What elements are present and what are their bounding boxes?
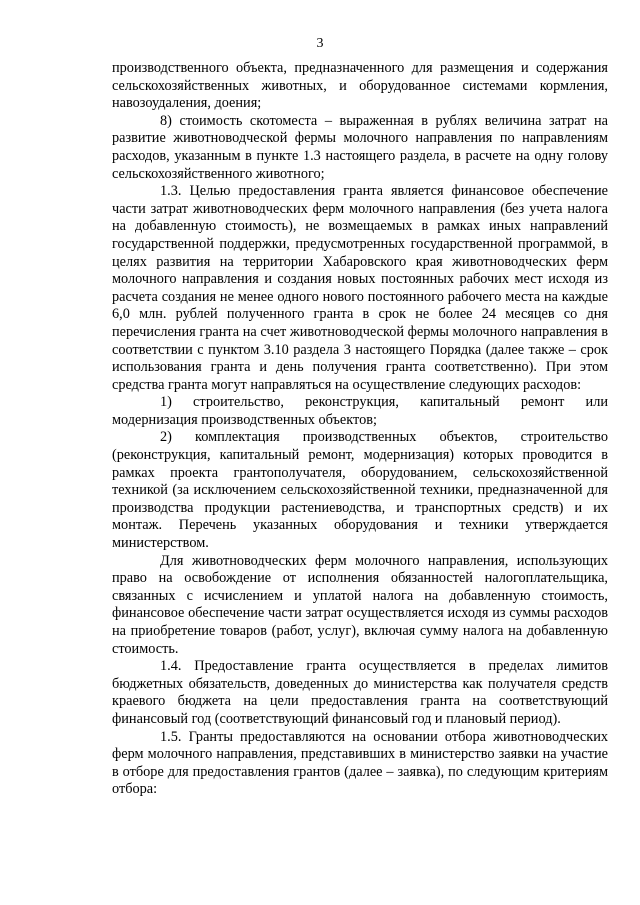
paragraph: Для животноводческих ферм молочного направления, использующих право на освобождение от исполнения обязанностей налогоплательщика, связанных с исчислением и уплатой налога на добавленную стоимость, финансовое обеспечение части затрат осуществляется исходя из суммы расходов на приобретение товаров (работ, услуг), включая сумму налога на добавленную стоимость. <box>112 552 608 657</box>
page-number: 3 <box>316 36 324 51</box>
paragraph: 1.5. Гранты предоставляются на основании отбора животноводческих ферм молочного направления, представивших в министерство заявки на участие в отборе для предоставления грантов (далее – заявка), по следующим критериям отбора: <box>112 728 608 798</box>
paragraph: 1.4. Предоставление гранта осуществляется в пределах лимитов бюджетных обязательств, доведенных до министерства как получателя средств краевого бюджета на цели предоставления гранта на соответствующий финансовый год (соответствующий финансовый год и плановый период). <box>112 658 608 727</box>
document-body <box>112 60 608 799</box>
paragraph: 1.3. Целью предоставления гранта является финансовое обеспечение части затрат животноводческих ферм молочного направления (без учета налога на добавленную стоимость), не возмещаемых в рамках иных направлений государственной поддержки, предусмотренных государственной программой, в целях развития на территории Хабаровского края животноводческих ферм молочного направления и создания новых постоянных рабочих мест исходя из расчета создания не менее одного нового постоянного рабочего места на каждые 6,0 млн. рублей полученного гранта в срок не более 24 месяцев со дня перечисления гранта на счет животноводческой фермы молочного направления в соответствии с пунктом 3.10 раздела 3 настоящего Порядка (далее также – срок использования гранта и день получения гранта соответственно). При этом средства гранта могут направляться на осуществление следующих расходов: <box>112 183 608 393</box>
paragraph: производственного объекта, предназначенного для размещения и содержания сельскохозяйственных животных, и оборудованное системами кормления, навозоудаления, доения; <box>112 60 608 112</box>
paragraph: 8) стоимость скотоместа – выраженная в рублях величина затрат на развитие животноводческой фермы молочного направления по направлениям расходов, указанным в пункте 1.3 настоящего раздела, в расчете на одну голову сельскохозяйственного животного; <box>112 112 608 182</box>
paragraph: 1) строительство, реконструкция, капитальный ремонт или модернизация производственных объектов; <box>112 394 608 428</box>
paragraph: 2) комплектация производственных объектов, строительство (реконструкция, капитальный ремонт, модернизация) которых проводится в рамках проекта грантополучателя, оборудованием, сельскохозяйственной техникой (за исключением сельскохозяйственной техники, предназначенной для производства продукции растениеводства, и транспортных средств) и их монтаж. Перечень указанных оборудования и техники утверждается министерством. <box>112 429 608 552</box>
